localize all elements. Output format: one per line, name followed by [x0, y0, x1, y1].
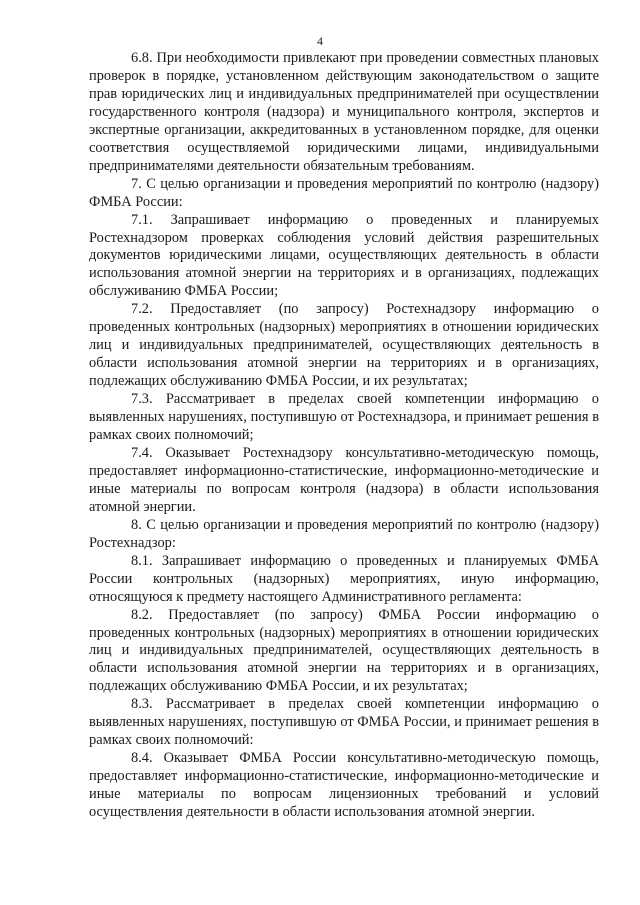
paragraph-7-1: 7.1. Запрашивает информацию о проведенных и планируемых Ростехнадзором проверках соблюдения условий действия разрешительных документов юридическими лицами, осуществляющих деятельность в области использования атомной энергии на территориях и в организациях, подлежащих обслуживанию ФМБА России;: [89, 211, 599, 300]
page-number: 4: [317, 34, 323, 48]
document-body: [89, 50, 599, 822]
paragraph-8-3: 8.3. Рассматривает в пределах своей компетенции информацию о выявленных нарушениях, поступившую от ФМБА России, и принимает решения в рамках своих полномочий:: [89, 696, 599, 749]
paragraph-6-8: 6.8. При необходимости привлекают при проведении совместных плановых проверок в порядке, установленном действующим законодательством о защите прав юридических лиц и индивидуальных предпринимателей при осуществлении государственного контроля (надзора) и муниципального контроля, экспертов и экспертные организации, аккредитованных в установленном порядке, для оценки соответствия осуществляемой юридическими лицами, индивидуальными предпринимателями деятельности обязательным требованиям.: [89, 50, 599, 174]
paragraph-7-4: 7.4. Оказывает Ростехнадзору консультативно-методическую помощь, предоставляет информационно-статистические, информационно-методические и иные материалы по вопросам контроля (надзора) в области использования атомной энергии.: [89, 444, 599, 515]
paragraph-8-2: 8.2. Предоставляет (по запросу) ФМБА России информацию о проведенных контрольных (надзорных) мероприятиях в отношении юридических лиц и индивидуальных предпринимателей, осуществляющих деятельность в области использования атомной энергии на территориях и в организациях, подлежащих обслуживанию ФМБА России, и их результатах;: [89, 606, 599, 695]
paragraph-8-4: 8.4. Оказывает ФМБА России консультативно-методическую помощь, предоставляет информационно-статистические, информационно-методические и иные материалы по вопросам лицензионных требований и условий осуществления деятельности в области использования атомной энергии.: [89, 750, 599, 821]
paragraph-7: 7. С целью организации и проведения мероприятий по контролю (надзору) ФМБА России:: [89, 175, 599, 210]
paragraph-7-2: 7.2. Предоставляет (по запросу) Ростехнадзору информацию о проведенных контрольных (надзорных) мероприятиях в отношении юридических лиц и индивидуальных предпринимателей, осуществляющих деятельность в области использования атомной энергии на территориях и в организациях, подлежащих обслуживанию ФМБА России, и их результатах;: [89, 301, 599, 390]
paragraph-7-3: 7.3. Рассматривает в пределах своей компетенции информацию о выявленных нарушениях, поступившую от Ростехнадзора, и принимает решения в рамках своих полномочий;: [89, 391, 599, 444]
paragraph-8: 8. С целью организации и проведения мероприятий по контролю (надзору) Ростехнадзор:: [89, 516, 599, 551]
paragraph-8-1: 8.1. Запрашивает информацию о проведенных и планируемых ФМБА России контрольных (надзорных) мероприятиях, иную информацию, относящуюся к предмету настоящего Административного регламента:: [89, 552, 599, 605]
